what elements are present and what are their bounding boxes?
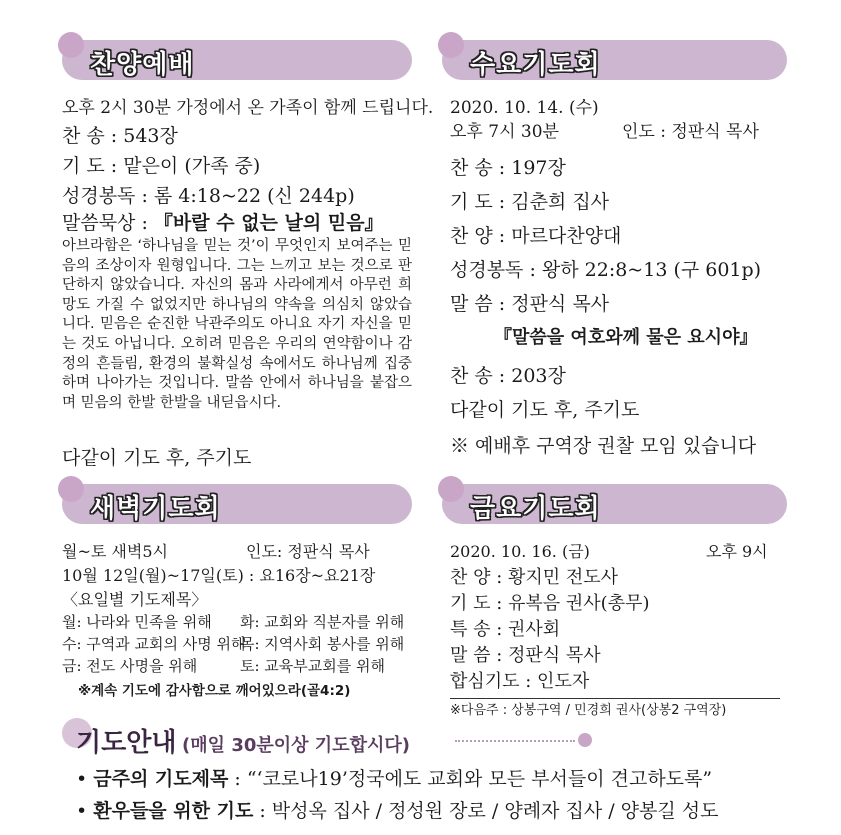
friday-divider: [450, 698, 780, 699]
wednesday-sermon: 말 씀 : 정판식 목사: [450, 293, 610, 315]
dawn-verse: ※계속 기도에 감사함으로 깨어있으라(골4:2): [78, 683, 351, 699]
wednesday-notice: ※ 예배후 구역장 권찰 모임 있습니다: [450, 435, 757, 457]
dawn-dates: 10월 12일(월)~17일(토) : 요16장~요21장: [62, 566, 376, 585]
guide-title: [76, 722, 410, 759]
wednesday-choir: 찬 양 : 마르다찬양대: [450, 225, 622, 247]
dawn-topic: 토: 교육부교회를 위해: [240, 657, 386, 675]
praise-meditation: 아브라함은 ‘하나님을 믿는 것’이 무엇인지 보여주는 믿음의 조상이자 원형입니다. 그는 느끼고 보는 것으로 판단하지 않았습니다. 자신의 몸과 사라에게서 아무런 희망도 가질 수 없었지만 하나님의 약속을 의심치 않았습니다. 믿음은 순진한 낙관주의도 아니요 자기 자신을 믿는 것도 아닙니다. 오히려 믿음은 우리의 연약함이나 감정의 흔들림, 환경의 불확실성 속에서도 하나님께 집중하며 나아가는 것입니다. 말씀 안에서 하나님을 붙잡으며 믿음의 한발 한발을 내딛읍시다.: [62, 238, 412, 411]
friday-choir: 찬 양 : 황지민 전도사: [450, 567, 619, 588]
wednesday-header-title: 수요기도회: [470, 50, 601, 80]
bullet-dot-icon: •: [76, 768, 94, 790]
dawn-schedule: 월~토 새벽5시: [62, 542, 168, 561]
bullet-dot-icon: •: [76, 800, 94, 822]
wednesday-time: 오후 7시 30분: [450, 122, 559, 142]
praise-header-title: 찬양예배: [90, 50, 195, 80]
friday-header: [442, 484, 787, 524]
wednesday-scripture: 성경봉독 : 왕하 22:8~13 (구 601p): [450, 259, 762, 281]
wednesday-hymn2: 찬 송 : 203장: [450, 365, 566, 387]
dawn-topic: 화: 교회와 직분자를 위해: [240, 613, 405, 631]
praise-header: [62, 40, 412, 80]
guide-item-text: : 박성옥 집사 / 정성원 장로 / 양례자 집사 / 양봉길 성도: [253, 800, 719, 822]
dawn-leader: 인도: 정판식 목사: [246, 542, 370, 561]
praise-closing: 다같이 기도 후, 주기도: [62, 447, 252, 469]
praise-intro: 오후 2시 30분 가정에서 온 가족이 함께 드립니다.: [62, 98, 434, 118]
friday-prayer: 기 도 : 유복음 권사(총무): [450, 593, 650, 614]
guide-item-patients: [76, 798, 718, 824]
friday-special: 특 송 : 권사회: [450, 619, 561, 640]
dawn-header-title: 새벽기도회: [90, 494, 221, 524]
dawn-topic: 월: 나라와 민족을 위해: [62, 613, 212, 631]
guide-end-dot: [578, 733, 592, 747]
dawn-header: [62, 484, 412, 524]
wednesday-hymn: 찬 송 : 197장: [450, 157, 566, 179]
wednesday-sermon-title: 『말씀을 여호와께 물은 요시야』: [494, 327, 758, 348]
header-dot-decoration: [58, 32, 84, 58]
wednesday-prayer: 기 도 : 김춘희 집사: [450, 191, 610, 213]
guide-item-weekly: [76, 766, 712, 792]
header-dot-decoration: [58, 476, 84, 502]
guide-dotted-line: [455, 740, 575, 742]
friday-header-title: 금요기도회: [470, 494, 601, 524]
praise-scripture: 성경봉독 : 롬 4:18~22 (신 244p): [62, 185, 355, 207]
praise-sermon: [62, 211, 384, 235]
friday-date: 2020. 10. 16. (금): [450, 542, 590, 561]
dawn-topic: 금: 전도 사명을 위해: [62, 657, 198, 675]
friday-time: 오후 9시: [706, 542, 768, 561]
dawn-topic: 수: 구역과 교회의 사명 위해: [62, 635, 246, 653]
wednesday-header: [442, 40, 787, 80]
header-dot-decoration: [438, 32, 464, 58]
dawn-topics-title: 〈요일별 기도제목〉: [62, 590, 208, 609]
praise-prayer: 기 도 : 맡은이 (가족 중): [62, 155, 261, 177]
praise-sermon-title: 『바랄 수 없는 날의 믿음』: [153, 212, 384, 234]
wednesday-leader: 인도 : 정판식 목사: [622, 122, 759, 142]
wednesday-closing: 다같이 기도 후, 주기도: [450, 399, 640, 421]
friday-next: ※다음주 : 상봉구역 / 민경희 권사(상봉2 구역장): [450, 703, 727, 718]
guide-title-sub: (매일 30분이상 기도합시다): [182, 735, 410, 756]
dawn-topic-row: [62, 612, 404, 632]
praise-sermon-label: 말씀묵상 :: [62, 212, 148, 234]
guide-item-label: 환우들을 위한 기도: [93, 800, 254, 822]
wednesday-date: 2020. 10. 14. (수): [450, 98, 599, 118]
friday-sermon: 말 씀 : 정판식 목사: [450, 645, 601, 666]
guide-title-main: 기도안내: [76, 728, 177, 758]
dawn-topic-row: [62, 656, 385, 676]
friday-benediction: 합심기도 : 인도자: [450, 671, 590, 692]
praise-hymn: 찬 송 : 543장: [62, 125, 178, 147]
guide-item-label: 금주의 기도제목: [93, 768, 229, 790]
dawn-topic: 목: 지역사회 봉사를 위해: [240, 635, 405, 653]
header-dot-decoration: [438, 476, 464, 502]
guide-item-text: : “‘코로나19’정국에도 교회와 모든 부서들이 견고하도록”: [228, 768, 713, 790]
dawn-topic-row: [62, 634, 404, 654]
